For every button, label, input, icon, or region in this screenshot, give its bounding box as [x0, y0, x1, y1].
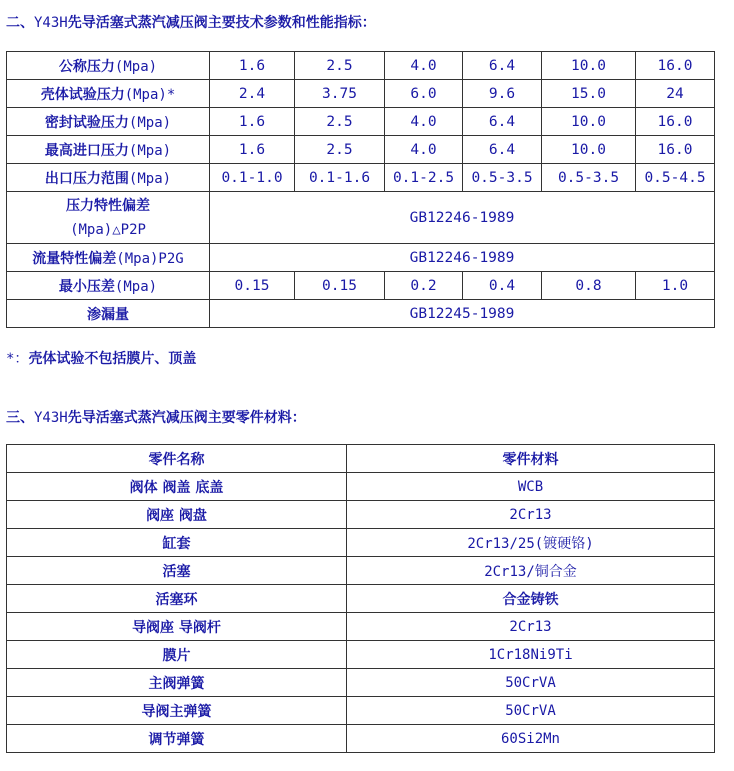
section3-prefix: 三、 — [6, 410, 34, 426]
part-name: 导阀座 导阀杆 — [7, 613, 347, 641]
table-cell: 0.4 — [463, 272, 542, 300]
part-material: 2Cr13/25(镀硬铬) — [347, 529, 715, 557]
table-cell: 6.4 — [463, 108, 542, 136]
header-part-name: 零件名称 — [7, 445, 347, 473]
table-cell: 0.5-3.5 — [542, 164, 636, 192]
table-cell: 0.15 — [295, 272, 385, 300]
footnote-text: 壳体试验不包括膜片、顶盖 — [28, 351, 197, 367]
table-cell: GB12246-1989 — [210, 244, 715, 272]
table-cell: 6.4 — [463, 136, 542, 164]
table-row — [7, 52, 715, 80]
section3-title-text: 先导活塞式蒸汽减压阀主要零件材料： — [67, 410, 306, 426]
table-row — [7, 669, 715, 697]
part-material: 50CrVA — [347, 669, 715, 697]
table-cell: GB12245-1989 — [210, 300, 715, 328]
part-name: 活塞环 — [7, 585, 347, 613]
header-material: 零件材料 — [347, 445, 715, 473]
table-row — [7, 725, 715, 753]
table-cell: 0.1-1.0 — [210, 164, 295, 192]
table-row — [7, 80, 715, 108]
table-cell: 1.6 — [210, 108, 295, 136]
table-cell: 16.0 — [636, 136, 715, 164]
row-label: 最高进口压力(Mpa) — [7, 136, 210, 164]
table-row — [7, 108, 715, 136]
table-row — [7, 529, 715, 557]
table-cell: 0.5-4.5 — [636, 164, 715, 192]
row-label: 出口压力范围(Mpa) — [7, 164, 210, 192]
table-cell: 4.0 — [385, 136, 463, 164]
part-material: WCB — [347, 473, 715, 501]
table-cell: 0.1-1.6 — [295, 164, 385, 192]
row-label: 密封试验压力(Mpa) — [7, 108, 210, 136]
part-material: 合金铸铁 — [347, 585, 715, 613]
part-name: 主阀弹簧 — [7, 669, 347, 697]
footnote-star: *： — [6, 351, 29, 367]
row-label: 壳体试验压力(Mpa)* — [7, 80, 210, 108]
table-row — [7, 164, 715, 192]
table-row — [7, 473, 715, 501]
part-material: 60Si2Mn — [347, 725, 715, 753]
table-cell: 10.0 — [542, 52, 636, 80]
table-cell: 1.0 — [636, 272, 715, 300]
table-cell: 15.0 — [542, 80, 636, 108]
table-cell: 1.6 — [210, 136, 295, 164]
table-row — [7, 585, 715, 613]
table-cell: 9.6 — [463, 80, 542, 108]
section3-model: Y43H — [34, 410, 68, 426]
table-row — [7, 641, 715, 669]
table-row — [7, 192, 715, 244]
row-label: 最小压差(Mpa) — [7, 272, 210, 300]
table-cell: 2.5 — [295, 52, 385, 80]
part-material: 2Cr13 — [347, 613, 715, 641]
row-label: 渗漏量 — [7, 300, 210, 328]
table-row — [7, 136, 715, 164]
table-cell: 0.1-2.5 — [385, 164, 463, 192]
table-row — [7, 300, 715, 328]
row-label: 压力特性偏差 (Mpa)△P2P — [7, 192, 210, 244]
table-cell: 1.6 — [210, 52, 295, 80]
part-name: 导阀主弹簧 — [7, 697, 347, 725]
table-cell: 2.4 — [210, 80, 295, 108]
part-material: 2Cr13/铜合金 — [347, 557, 715, 585]
table-row — [7, 501, 715, 529]
part-name: 阀体 阀盖 底盖 — [7, 473, 347, 501]
table-row — [7, 613, 715, 641]
part-name: 缸套 — [7, 529, 347, 557]
part-material: 1Cr18Ni9Ti — [347, 641, 715, 669]
table-cell: 0.5-3.5 — [463, 164, 542, 192]
table-row — [7, 244, 715, 272]
section2-prefix: 二、 — [6, 15, 34, 31]
table-cell: 4.0 — [385, 108, 463, 136]
part-name: 阀座 阀盘 — [7, 501, 347, 529]
table-cell: 10.0 — [542, 108, 636, 136]
part-name: 活塞 — [7, 557, 347, 585]
materials-table — [6, 444, 715, 753]
part-material: 2Cr13 — [347, 501, 715, 529]
table-header-row — [7, 445, 715, 473]
section3-heading — [6, 407, 306, 427]
row-label: 流量特性偏差(Mpa)P2G — [7, 244, 210, 272]
parameters-table — [6, 51, 715, 328]
table-row — [7, 697, 715, 725]
table-cell: 6.0 — [385, 80, 463, 108]
section2-title-text: 先导活塞式蒸汽减压阀主要技术参数和性能指标： — [67, 15, 376, 31]
table-cell: 16.0 — [636, 52, 715, 80]
table-cell: 2.5 — [295, 136, 385, 164]
table-cell: 6.4 — [463, 52, 542, 80]
table-cell: GB12246-1989 — [210, 192, 715, 244]
section2-model: Y43H — [34, 15, 68, 31]
table-cell: 0.2 — [385, 272, 463, 300]
footnote — [6, 348, 196, 368]
table-row — [7, 557, 715, 585]
table-cell: 0.15 — [210, 272, 295, 300]
table-cell: 4.0 — [385, 52, 463, 80]
table-cell: 24 — [636, 80, 715, 108]
table-cell: 16.0 — [636, 108, 715, 136]
table-cell: 3.75 — [295, 80, 385, 108]
section2-heading — [6, 12, 376, 32]
table-row — [7, 272, 715, 300]
part-material: 50CrVA — [347, 697, 715, 725]
table-cell: 10.0 — [542, 136, 636, 164]
part-name: 膜片 — [7, 641, 347, 669]
table-cell: 2.5 — [295, 108, 385, 136]
table-cell: 0.8 — [542, 272, 636, 300]
row-label: 公称压力(Mpa) — [7, 52, 210, 80]
part-name: 调节弹簧 — [7, 725, 347, 753]
